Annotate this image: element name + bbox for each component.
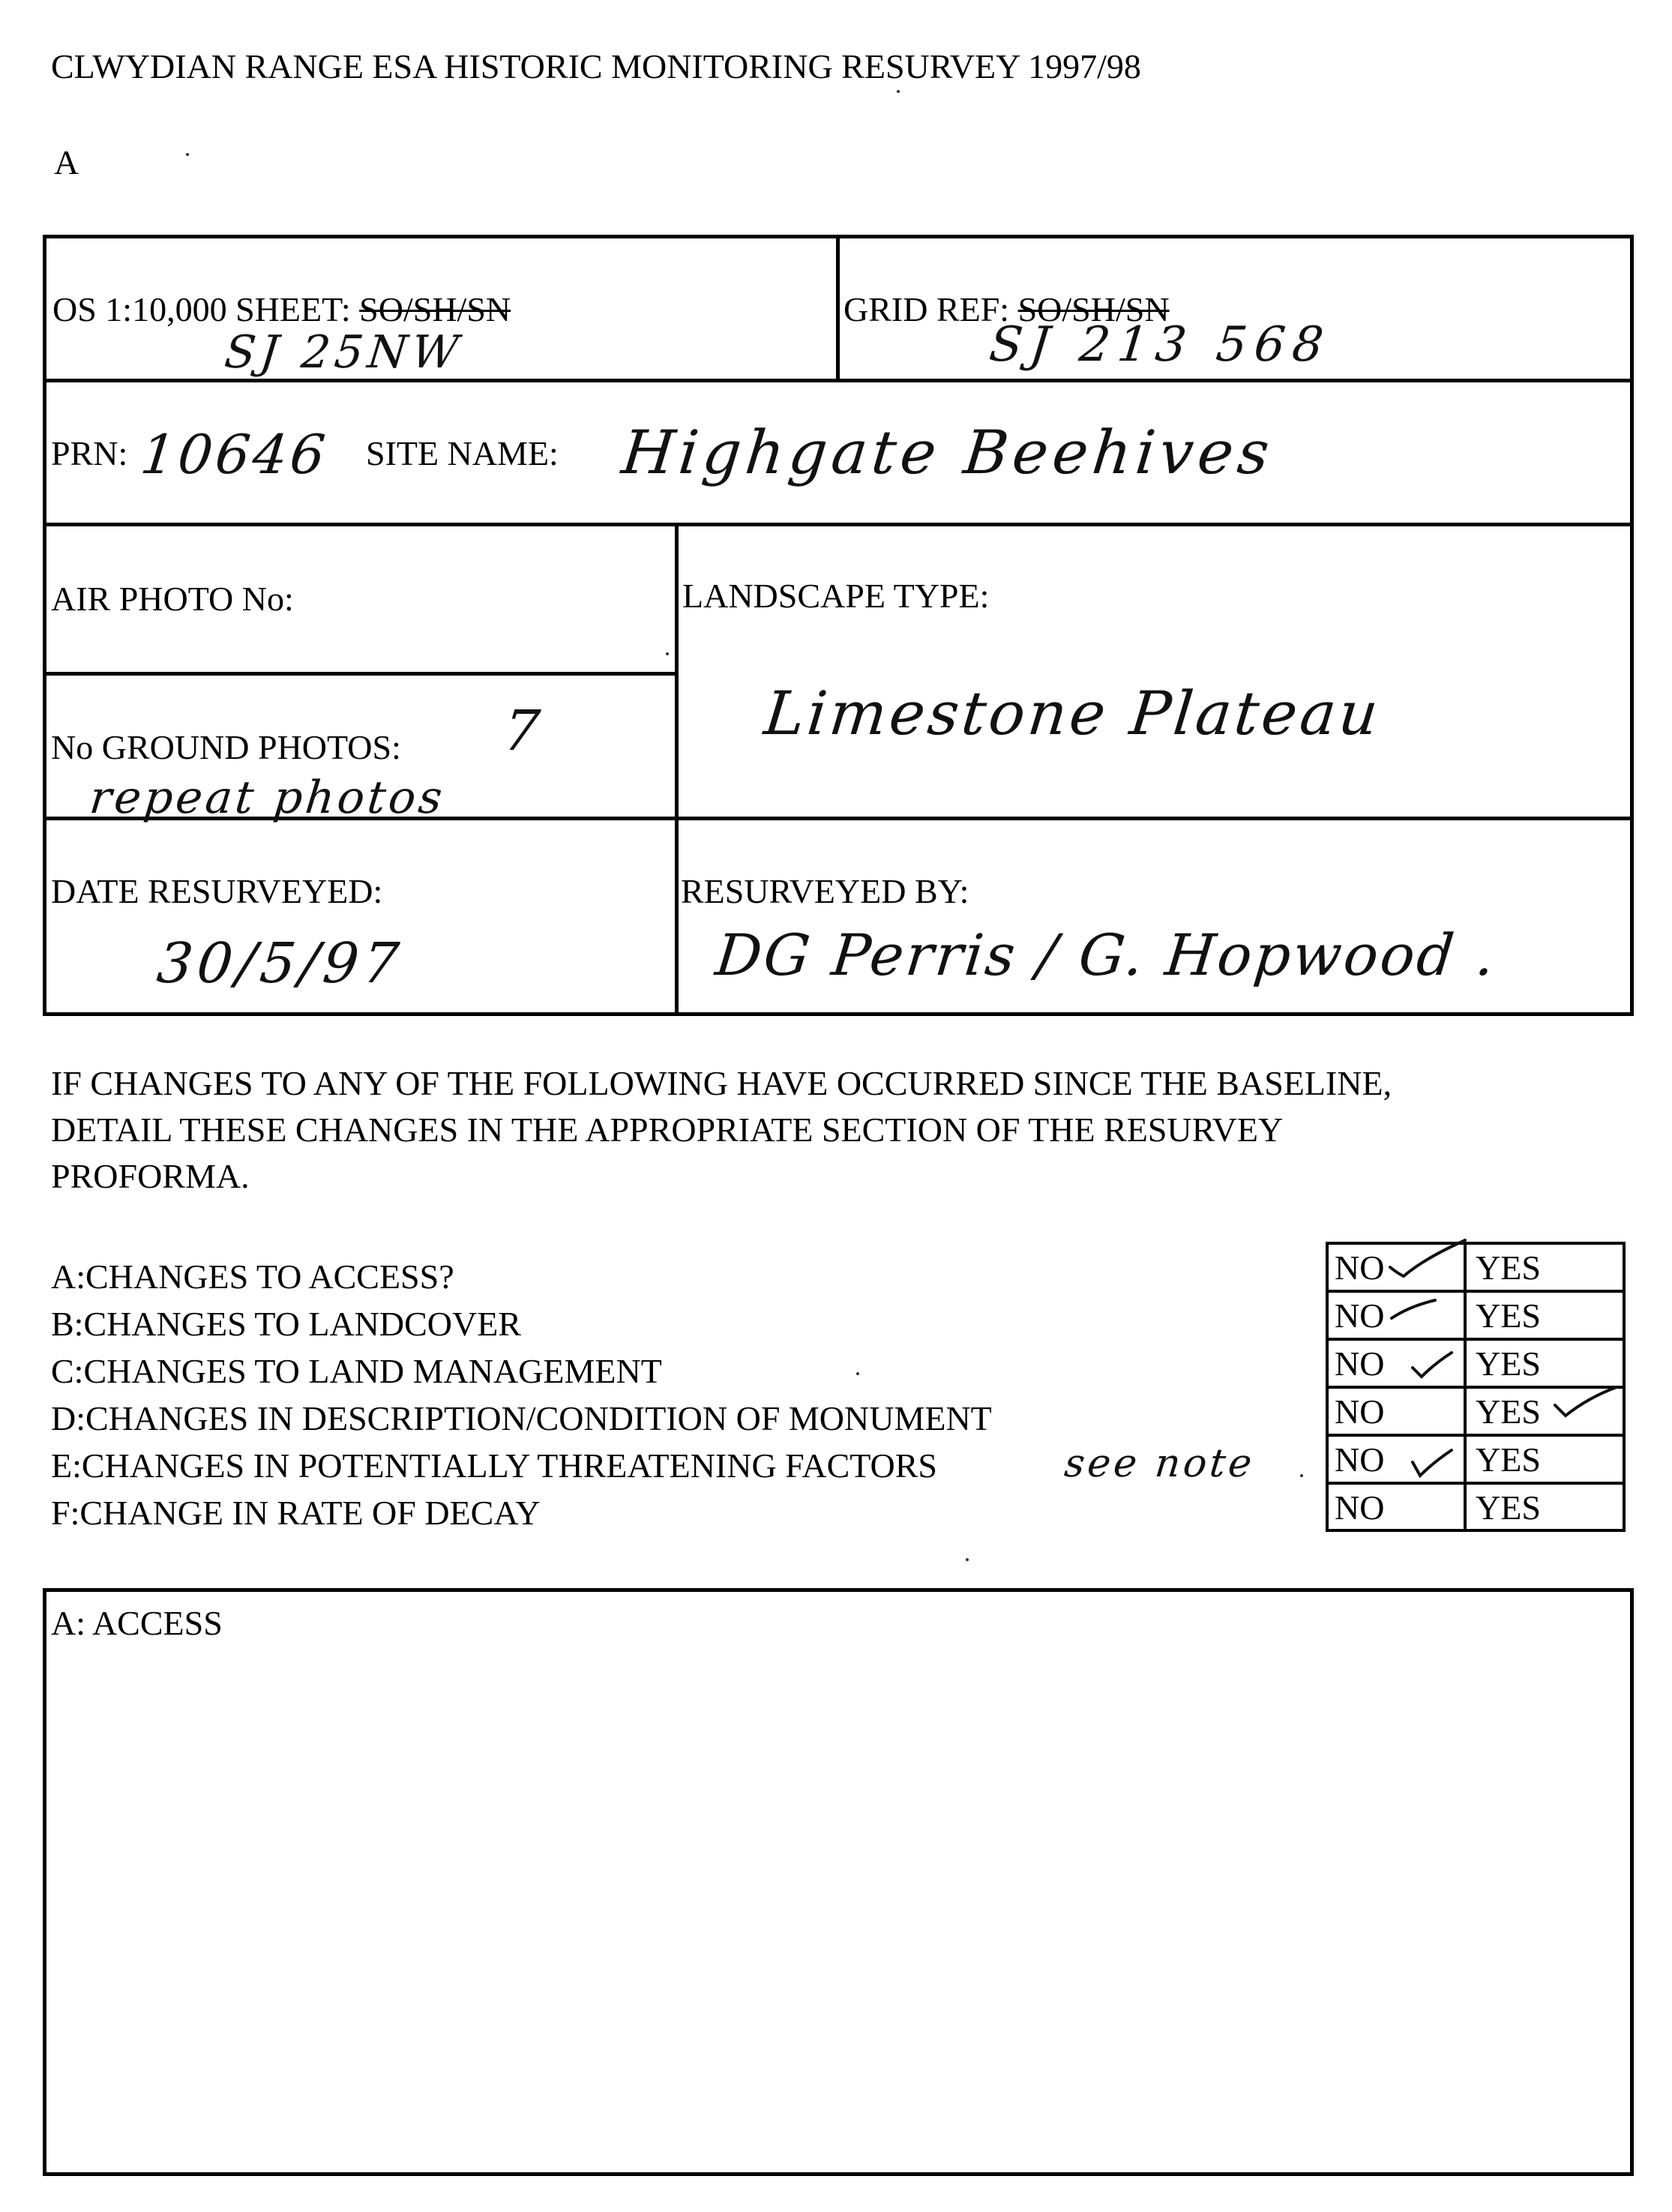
checklist-no-f: NO xyxy=(1335,1488,1385,1527)
checklist-yes-b: YES xyxy=(1476,1296,1541,1335)
form-title: CLWYDIAN RANGE ESA HISTORIC MONITORING RESURVEY 1997/98 xyxy=(51,47,1141,85)
tick-mark-icon xyxy=(1410,1350,1455,1380)
resurveyed-by-value: DG Perris / G. Hopwood . xyxy=(712,922,1500,988)
checklist-no-b: NO xyxy=(1335,1296,1385,1335)
checklist-no-a: NO xyxy=(1335,1248,1385,1287)
instructions-line-1: IF CHANGES TO ANY OF THE FOLLOWING HAVE OCCURRED SINCE THE BASELINE, xyxy=(51,1064,1392,1102)
checklist-no-e: NO xyxy=(1335,1440,1385,1479)
air-photo-label: AIR PHOTO No: xyxy=(51,580,294,618)
checklist-item-d: D:CHANGES IN DESCRIPTION/CONDITION OF MONUMENT xyxy=(51,1399,992,1437)
tick-mark-icon xyxy=(1387,1237,1470,1282)
tick-mark-icon xyxy=(1410,1447,1455,1480)
checklist-item-a: A:CHANGES TO ACCESS? xyxy=(51,1257,454,1296)
landscape-type-value: Limestone Plateau xyxy=(761,679,1385,748)
checklist-no-c: NO xyxy=(1335,1344,1385,1383)
grid-ref-value: SJ 213 568 xyxy=(987,317,1334,373)
os-sheet-struck-prefix: SO/SH/SN xyxy=(359,290,511,328)
ground-photos-label: No GROUND PHOTOS: xyxy=(51,728,401,766)
grid-ref-struck-prefix: SO/SH/SN xyxy=(1017,290,1170,328)
site-name-label: SITE NAME: xyxy=(366,434,559,472)
resurveyed-by-label: RESURVEYED BY: xyxy=(681,872,969,910)
instructions-line-2: DETAIL THESE CHANGES IN THE APPROPRIATE SECTION OF THE RESURVEY xyxy=(51,1110,1284,1149)
access-section-label: A: ACCESS xyxy=(51,1604,223,1642)
os-sheet-field xyxy=(52,292,511,327)
checklist-yes-d: YES xyxy=(1476,1392,1541,1431)
instructions-line-3: PROFORMA. xyxy=(51,1157,250,1195)
tick-mark-icon xyxy=(1552,1384,1620,1422)
ground-photos-note: repeat photos xyxy=(87,772,448,824)
prn-label: PRN: xyxy=(51,434,128,472)
tick-mark-icon xyxy=(1387,1297,1440,1327)
checklist-yes-e: YES xyxy=(1476,1440,1541,1479)
section-letter: A xyxy=(54,143,79,181)
checklist-yes-a: YES xyxy=(1476,1248,1541,1287)
checklist-no-d: NO xyxy=(1335,1392,1385,1431)
checklist-item-e: E:CHANGES IN POTENTIALLY THREATENING FACTORS xyxy=(51,1446,938,1485)
checklist-yes-c: YES xyxy=(1476,1344,1541,1383)
site-name-value: Highgate Beehives xyxy=(619,418,1278,487)
grid-ref-label: GRID REF: xyxy=(843,290,1010,328)
os-sheet-label: OS 1:10,000 SHEET: xyxy=(52,290,351,328)
checklist-item-c: C:CHANGES TO LAND MANAGEMENT xyxy=(51,1352,662,1390)
checklist-item-b: B:CHANGES TO LANDCOVER xyxy=(51,1305,522,1343)
checklist-yes-f: YES xyxy=(1476,1488,1541,1527)
landscape-type-label: LANDSCAPE TYPE: xyxy=(682,577,990,615)
ground-photos-value: 7 xyxy=(500,699,543,763)
date-resurveyed-label: DATE RESURVEYED: xyxy=(51,872,383,910)
os-sheet-value: SJ 25NW xyxy=(222,326,466,379)
access-section xyxy=(43,1588,1634,2176)
prn-value: 10646 xyxy=(137,423,331,486)
checklist-item-e-note: see note xyxy=(1062,1441,1257,1486)
date-resurveyed-value: 30/5/97 xyxy=(154,931,406,996)
checklist-item-f: F:CHANGE IN RATE OF DECAY xyxy=(51,1494,541,1532)
